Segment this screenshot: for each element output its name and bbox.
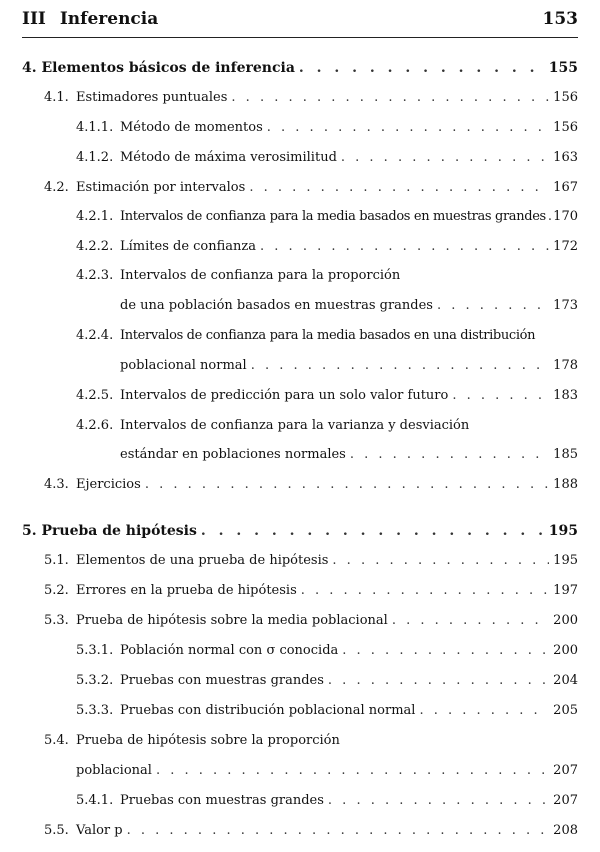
toc-subsection-5-3-1[interactable] <box>76 640 578 662</box>
toc-page: 183 <box>553 388 578 403</box>
toc-number: 4.2.6. <box>76 418 114 433</box>
toc-number: 4.2.1. <box>76 209 114 224</box>
toc-chapter-4[interactable] <box>22 57 578 79</box>
toc-subsection-5-3-3[interactable] <box>76 700 578 722</box>
toc-page: 200 <box>553 613 578 628</box>
toc-title-continued: poblacional <box>76 763 152 778</box>
part-number: III <box>22 9 46 29</box>
toc-title: Ejercicios <box>76 477 141 492</box>
toc-title: Población normal con σ conocida <box>120 643 339 658</box>
toc-title-continued: poblacional normal <box>120 358 247 373</box>
toc-page: 207 <box>553 763 578 778</box>
part-divider <box>22 37 578 38</box>
toc-page: 195 <box>553 553 578 568</box>
toc-subsection-4-2-3[interactable] <box>76 265 400 287</box>
toc-title: Elementos de una prueba de hipótesis <box>76 553 329 568</box>
toc-title: Valor p <box>76 823 123 838</box>
toc-number: 5.2. <box>44 583 69 598</box>
toc-number: 5.4.1. <box>76 793 114 808</box>
toc-section-5-4[interactable] <box>44 730 340 752</box>
toc-page: 205 <box>553 703 578 718</box>
toc-title: Estimación por intervalos <box>76 180 246 195</box>
toc-number: 4.3. <box>44 477 69 492</box>
toc-subsection-5-3-2[interactable] <box>76 670 578 692</box>
dot-leader <box>260 236 549 258</box>
toc-title: Límites de confianza <box>120 239 257 254</box>
dot-leader <box>328 670 549 692</box>
toc-section-5-5[interactable] <box>44 820 578 842</box>
toc-subsection-4-2-3-cont[interactable] <box>120 295 578 317</box>
toc-number: 5.3.3. <box>76 703 114 718</box>
toc-page: 156 <box>553 90 578 105</box>
toc-page: 200 <box>553 643 578 658</box>
toc-subsection-4-1-2[interactable] <box>76 147 578 169</box>
toc-title: 5. Prueba de hipótesis <box>22 523 197 539</box>
toc-title: Intervalos de confianza para la proporción <box>120 268 401 283</box>
dot-leader <box>201 520 545 542</box>
toc-title: Intervalos de confianza para la varianza y desviación <box>120 418 470 433</box>
toc-page: 163 <box>553 150 578 165</box>
toc-title: Método de máxima verosimilitud <box>120 150 337 165</box>
toc-number: 4.1.2. <box>76 150 114 165</box>
toc-title: Intervalos de confianza para la media basados en una distribución <box>120 328 536 343</box>
toc-title: Pruebas con muestras grandes <box>120 673 324 688</box>
toc-subsection-5-4-1[interactable] <box>76 790 578 812</box>
toc-number: 4.2.2. <box>76 239 114 254</box>
dot-leader <box>342 640 549 662</box>
dot-leader <box>437 295 549 317</box>
toc-number: 5.4. <box>44 733 69 748</box>
dot-leader <box>267 117 549 139</box>
toc-number: 4.1. <box>44 90 69 105</box>
toc-page: 195 <box>548 523 578 539</box>
toc-title: Intervalos de confianza para la media basados en muestras grandes <box>120 209 546 224</box>
toc-section-5-3[interactable] <box>44 610 578 632</box>
dot-leader <box>251 355 549 377</box>
part-title-group <box>22 9 158 29</box>
toc-page: 173 <box>553 298 578 313</box>
toc-number: 4.2. <box>44 180 69 195</box>
toc-title: Prueba de hipótesis sobre la proporción <box>76 733 340 748</box>
toc-page: 178 <box>553 358 578 373</box>
dot-leader <box>249 177 549 199</box>
toc-title: Prueba de hipótesis sobre la media poblacional <box>76 613 388 628</box>
toc-page: 204 <box>553 673 578 688</box>
dot-leader <box>452 385 549 407</box>
dot-leader <box>145 474 549 496</box>
dot-leader <box>548 206 551 228</box>
toc-subsection-4-2-5[interactable] <box>76 385 578 407</box>
part-header <box>22 6 578 32</box>
toc-page: 185 <box>553 447 578 462</box>
toc-section-4-3[interactable] <box>44 474 578 496</box>
toc-title: Intervalos de predicción para un solo valor futuro <box>120 388 449 403</box>
toc-section-5-4-cont[interactable] <box>76 760 578 782</box>
toc-page: 197 <box>553 583 578 598</box>
toc-page: 167 <box>553 180 578 195</box>
toc-title: Pruebas con muestras grandes <box>120 793 324 808</box>
toc-title: Errores en la prueba de hipótesis <box>76 583 297 598</box>
toc-number: 5.1. <box>44 553 69 568</box>
dot-leader <box>127 820 550 842</box>
dot-leader <box>392 610 549 632</box>
toc-section-5-1[interactable] <box>44 550 578 572</box>
toc-section-5-2[interactable] <box>44 580 578 602</box>
toc-number: 4.2.4. <box>76 328 114 343</box>
toc-page: 172 <box>553 239 578 254</box>
dot-leader <box>419 700 549 722</box>
toc-number: 5.3. <box>44 613 69 628</box>
dot-leader <box>328 790 549 812</box>
toc-number: 5.5. <box>44 823 69 838</box>
dot-leader <box>299 57 545 79</box>
toc-page: 188 <box>553 477 578 492</box>
toc-subsection-4-2-4[interactable] <box>76 325 535 347</box>
dot-leader <box>301 580 549 602</box>
toc-subsection-4-2-6-cont[interactable] <box>120 444 578 466</box>
toc-page: 155 <box>548 60 578 76</box>
toc-title-continued: estándar en poblaciones normales <box>120 447 346 462</box>
toc-title: Pruebas con distribución poblacional normal <box>120 703 416 718</box>
part-page: 153 <box>542 9 578 29</box>
toc-number: 4.2.5. <box>76 388 114 403</box>
toc-subsection-4-2-1[interactable] <box>76 206 578 228</box>
dot-leader <box>332 550 549 572</box>
toc-subsection-4-2-2[interactable] <box>76 236 578 258</box>
toc-subsection-4-2-6[interactable] <box>76 415 469 437</box>
toc-page: 170 <box>553 209 578 224</box>
toc-title: Estimadores puntuales <box>76 90 228 105</box>
dot-leader <box>231 87 549 109</box>
toc-subsection-4-1-1[interactable] <box>76 117 578 139</box>
toc-title-continued: de una población basados en muestras grandes <box>120 298 433 313</box>
toc-number: 4.1.1. <box>76 120 114 135</box>
toc-number: 4.2.3. <box>76 268 114 283</box>
toc-subsection-4-2-4-cont[interactable] <box>120 355 578 377</box>
part-title: Inferencia <box>59 9 159 29</box>
toc-chapter-5[interactable] <box>22 520 578 542</box>
dot-leader <box>341 147 549 169</box>
toc-title: Método de momentos <box>120 120 263 135</box>
toc-number: 5.3.2. <box>76 673 114 688</box>
toc-number: 5.3.1. <box>76 643 114 658</box>
toc-page: 208 <box>553 823 578 838</box>
dot-leader <box>350 444 549 466</box>
toc-page: 156 <box>553 120 578 135</box>
toc-title: 4. Elementos básicos de inferencia <box>22 60 295 76</box>
toc-section-4-1[interactable] <box>44 87 578 109</box>
toc-section-4-2[interactable] <box>44 177 578 199</box>
toc-page: 207 <box>553 793 578 808</box>
dot-leader <box>156 760 549 782</box>
